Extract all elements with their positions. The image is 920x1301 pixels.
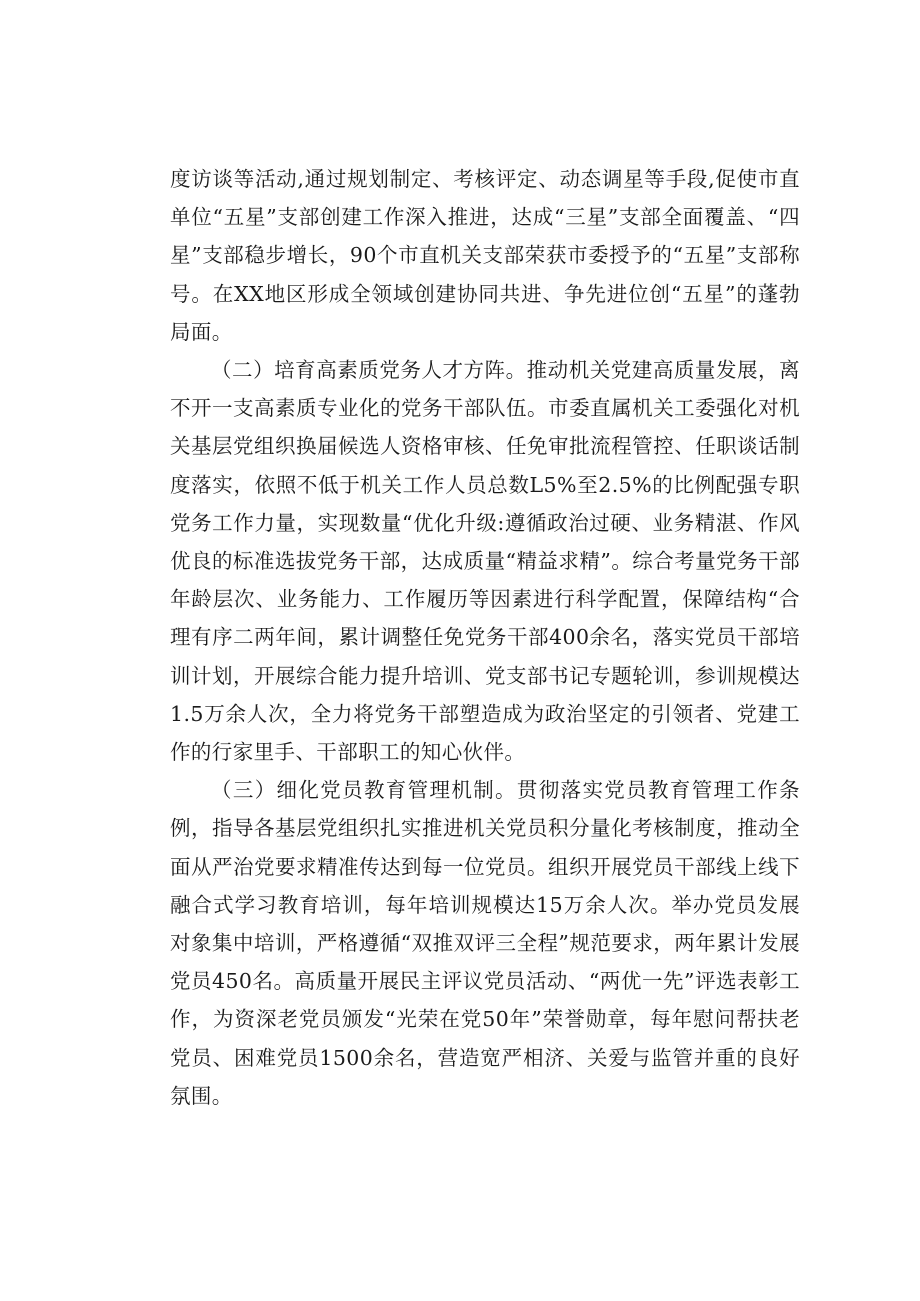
paragraph-continued: 度访谈等活动,通过规划制定、考核评定、动态调星等手段,促使市直单位“五星”支部创建工作深入推进，达成“三星”支部全面覆盖、“四星”支部稳步增长，90个市直机关支部荣获市委授予的“五星”支部称号。在XX地区形成全领域创建协同共进、争先进位创“五星”的蓬勃局面。	[170, 167, 800, 344]
body-text	[170, 160, 800, 1115]
paragraph-section-two: （二）培育高素质党务人才方阵。推动机关党建高质量发展，离不开一支高素质专业化的党务干部队伍。市委直属机关工委强化对机关基层党组织换届候选人资格审核、任免审批流程管控、任职谈话制度落实，依照不低于机关工作人员总数L5%至2.5%的比例配强专职党务工作力量，实现数量“优化升级:遵循政治过硬、业务精湛、作风优良的标准选拔党务干部，达成质量“精益求精”。综合考量党务干部年龄层次、业务能力、工作履历等因素进行科学配置，保障结构“合理有序二两年间，累计调整任免党务干部400余名，落实党员干部培训计划，开展综合能力提升培训、党支部书记专题轮训，参训规模达1.5万余人次，全力将党务干部塑造成为政治坚定的引领者、党建工作的行家里手、干部职工的知心伙伴。	[170, 358, 800, 765]
paragraph-section-three: （三）细化党员教育管理机制。贯彻落实党员教育管理工作条例，指导各基层党组织扎实推进机关党员积分量化考核制度，推动全面从严治党要求精准传达到每一位党员。组织开展党员干部线上线下融合式学习教育培训，每年培训规模达15万余人次。举办党员发展对象集中培训，严格遵循“双推双评三全程”规范要求，两年累计发展党员450名。高质量开展民主评议党员活动、“两优一先”评选表彰工作，为资深老党员颁发“光荣在党50年”荣誉勋章，每年慰问帮扶老党员、困难党员1500余名，营造宽严相济、关爱与监管并重的良好氛围。	[170, 778, 800, 1108]
